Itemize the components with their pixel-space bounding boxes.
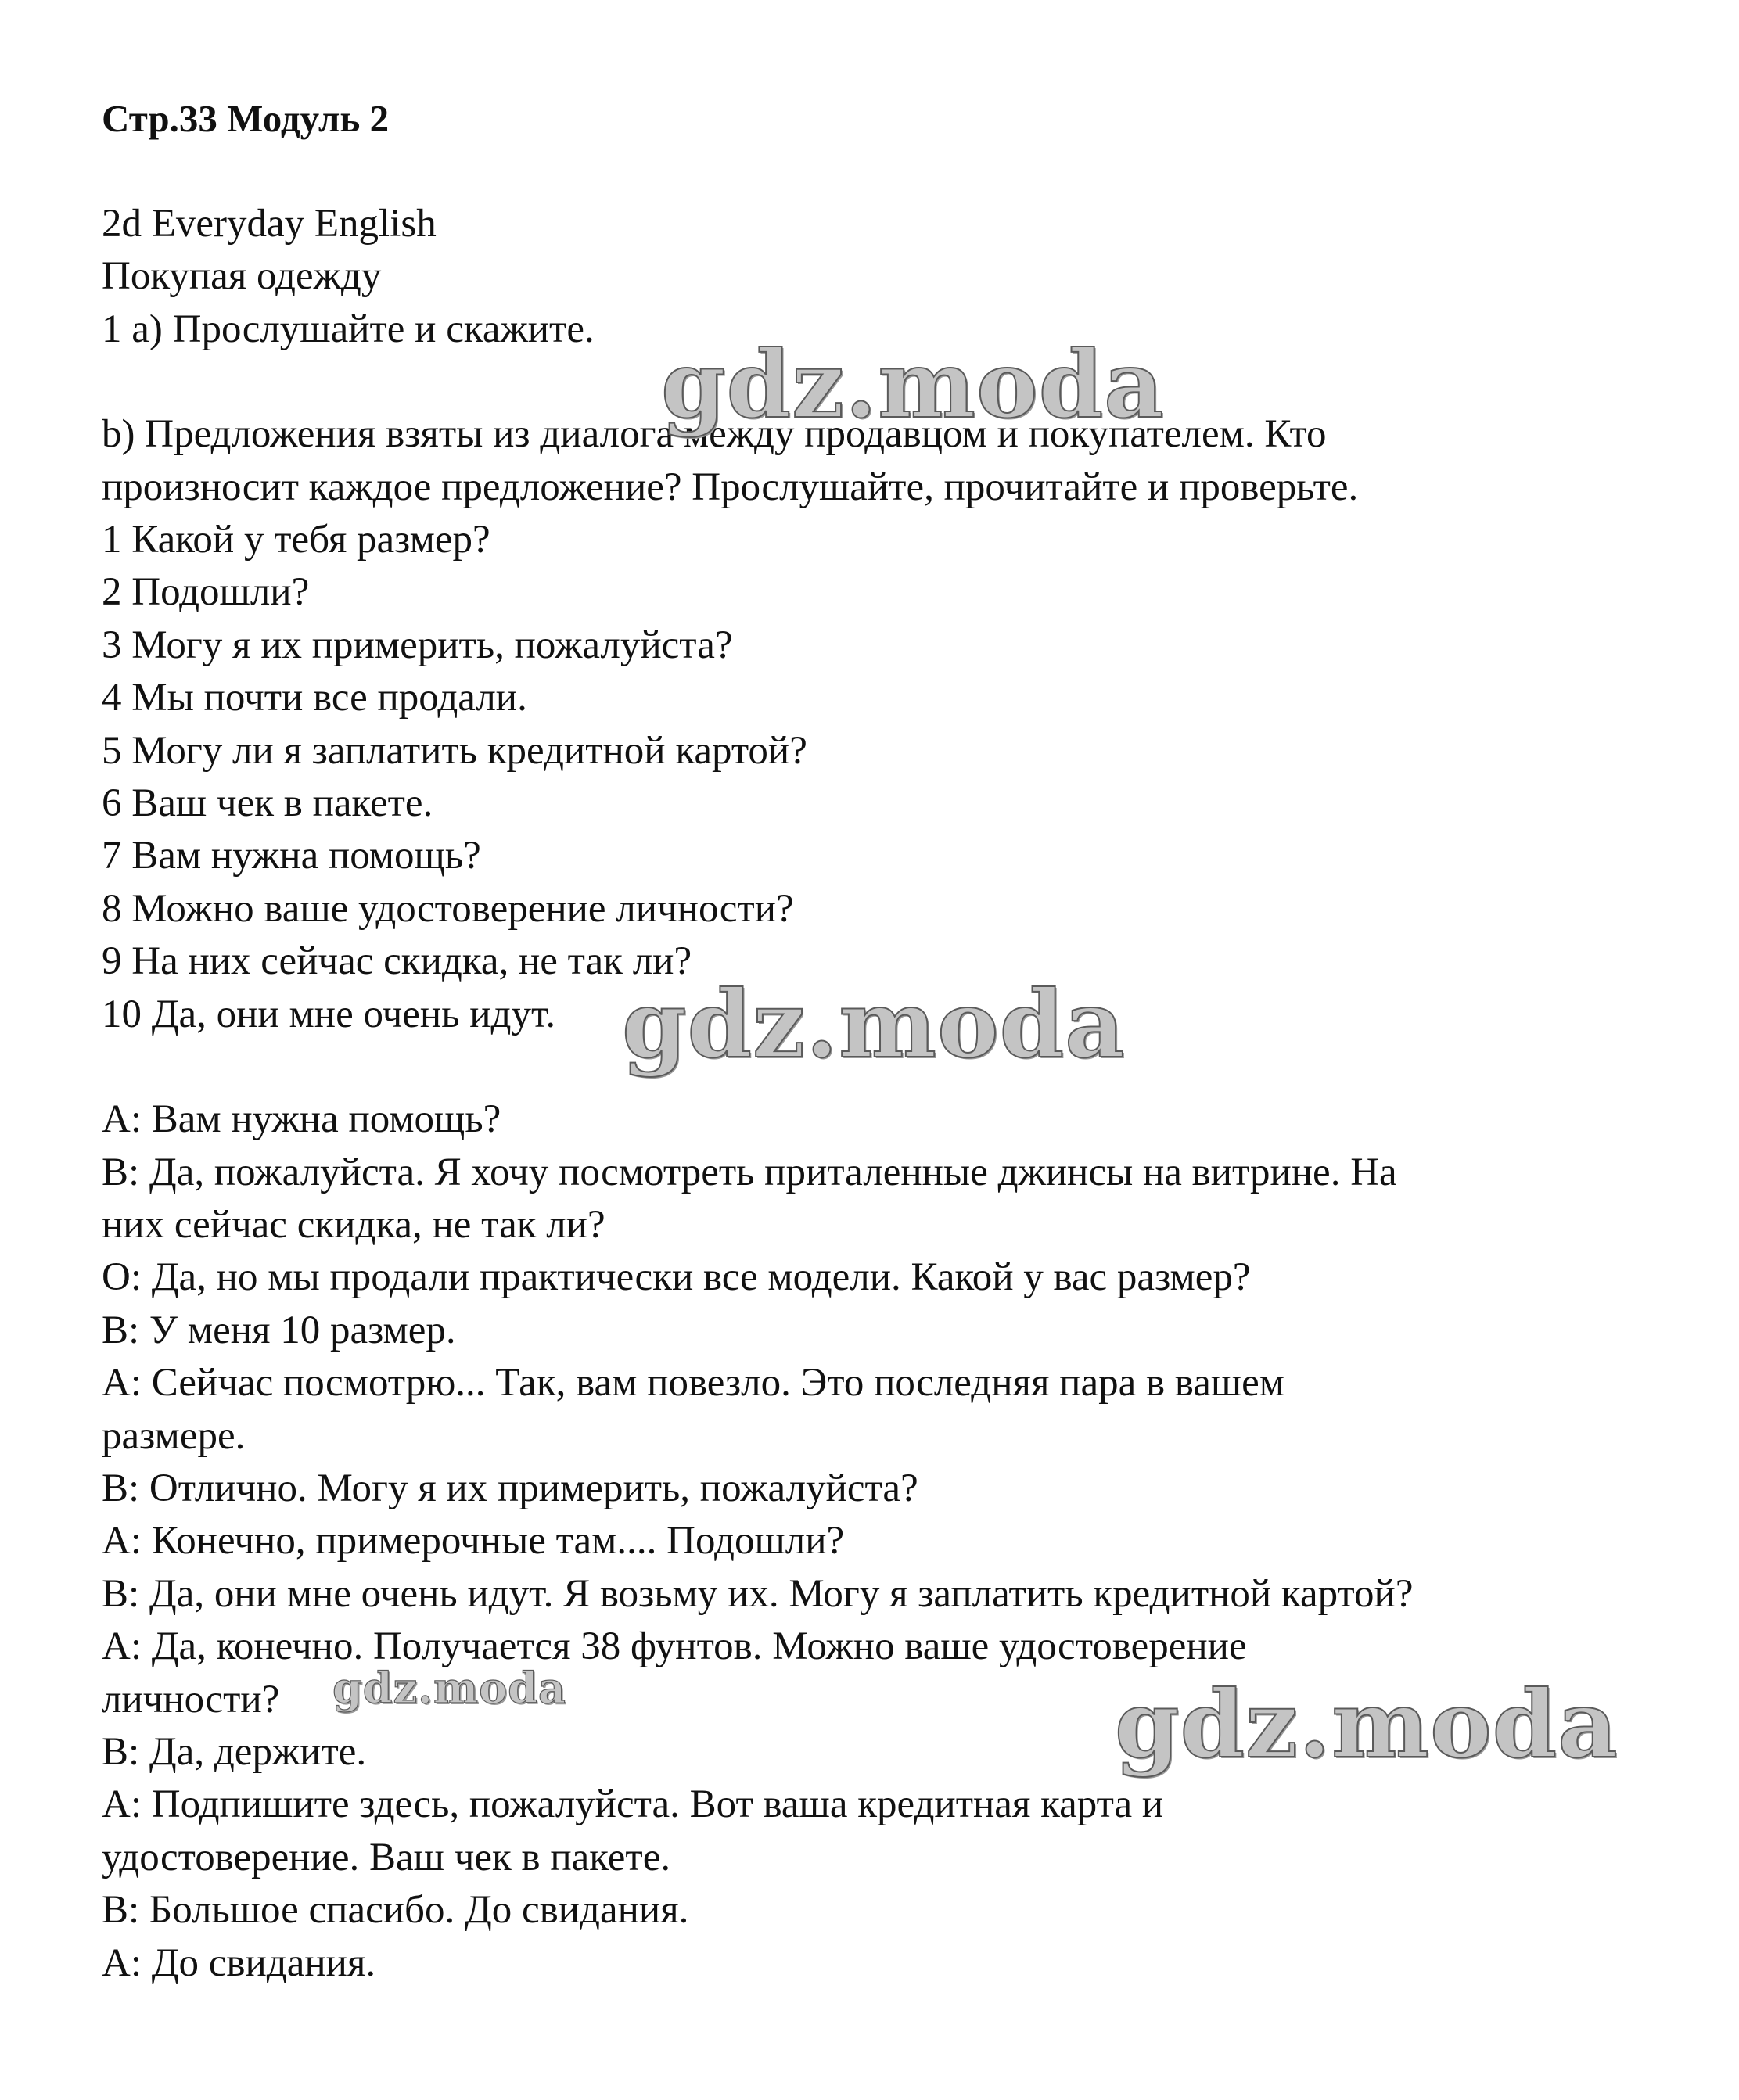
dialogue-line: О: Да, но мы продали практически все модели. Какой у вас размер?	[102, 1255, 1251, 1300]
sentence-item: 7 Вам нужна помощь?	[102, 834, 481, 878]
sentence-item: 1 Какой у тебя размер?	[102, 518, 490, 562]
dialogue-line: В: У меня 10 размер.	[102, 1308, 456, 1352]
task-1b-line: b) Предложения взяты из диалога между продавцом и покупателем. Кто	[102, 412, 1327, 457]
sentence-item: 6 Ваш чек в пакете.	[102, 781, 433, 826]
sentence-item: 5 Могу ли я заплатить кредитной картой?	[102, 728, 807, 773]
sentence-item: 9 На них сейчас скидка, не так ли?	[102, 939, 692, 984]
dialogue-line: А: Да, конечно. Получается 38 фунтов. Можно ваше удостоверение	[102, 1624, 1247, 1669]
dialogue-line: В: Да, пожалуйста. Я хочу посмотреть приталенные джинсы на витрине. На	[102, 1150, 1397, 1194]
dialogue-line: А: До свидания.	[102, 1940, 376, 1985]
watermark: gdz.moda	[622, 970, 1126, 1079]
task-1b-line: произносит каждое предложение? Прослушайте, прочитайте и проверьте.	[102, 465, 1359, 509]
sentence-item: 3 Могу я их примерить, пожалуйста?	[102, 623, 733, 667]
page-heading: Стр.33 Модуль 2	[102, 97, 390, 140]
dialogue-line: А: Вам нужна помощь?	[102, 1097, 501, 1142]
dialogue-line: удостоверение. Ваш чек в пакете.	[102, 1835, 671, 1879]
dialogue-line: А: Конечно, примерочные там.... Подошли?	[102, 1519, 845, 1563]
sentence-item: 10 Да, они мне очень идут.	[102, 992, 556, 1036]
dialogue-line: А: Подпишите здесь, пожалуйста. Вот ваша кредитная карта и	[102, 1782, 1164, 1827]
dialogue-line: личности?	[102, 1677, 280, 1721]
watermark: gdz.moda	[661, 330, 1165, 439]
dialogue-line: них сейчас скидка, не так ли?	[102, 1202, 605, 1247]
section-title: 2d Everyday English	[102, 202, 437, 246]
dialogue-line: В: Большое спасибо. До свидания.	[102, 1888, 689, 1933]
watermark: gdz.moda	[332, 1663, 566, 1713]
sentence-item: 4 Мы почти все продали.	[102, 676, 527, 720]
section-subtitle: Покупая одежду	[102, 254, 382, 299]
dialogue-line: В: Отлично. Могу я их примерить, пожалуйста?	[102, 1466, 918, 1510]
task-1a: 1 a) Прослушайте и скажите.	[102, 307, 595, 351]
dialogue-line: размере.	[102, 1413, 246, 1458]
sentence-item: 8 Можно ваше удостоверение личности?	[102, 886, 794, 931]
dialogue-line: В: Да, они мне очень идут. Я возьму их. Могу я заплатить кредитной картой?	[102, 1571, 1414, 1616]
dialogue-line: В: Да, держите.	[102, 1729, 367, 1774]
dialogue-line: А: Сейчас посмотрю... Так, вам повезло. Это последняя пара в вашем	[102, 1361, 1285, 1405]
sentence-item: 2 Подошли?	[102, 570, 310, 615]
watermark: gdz.moda	[1115, 1670, 1619, 1779]
